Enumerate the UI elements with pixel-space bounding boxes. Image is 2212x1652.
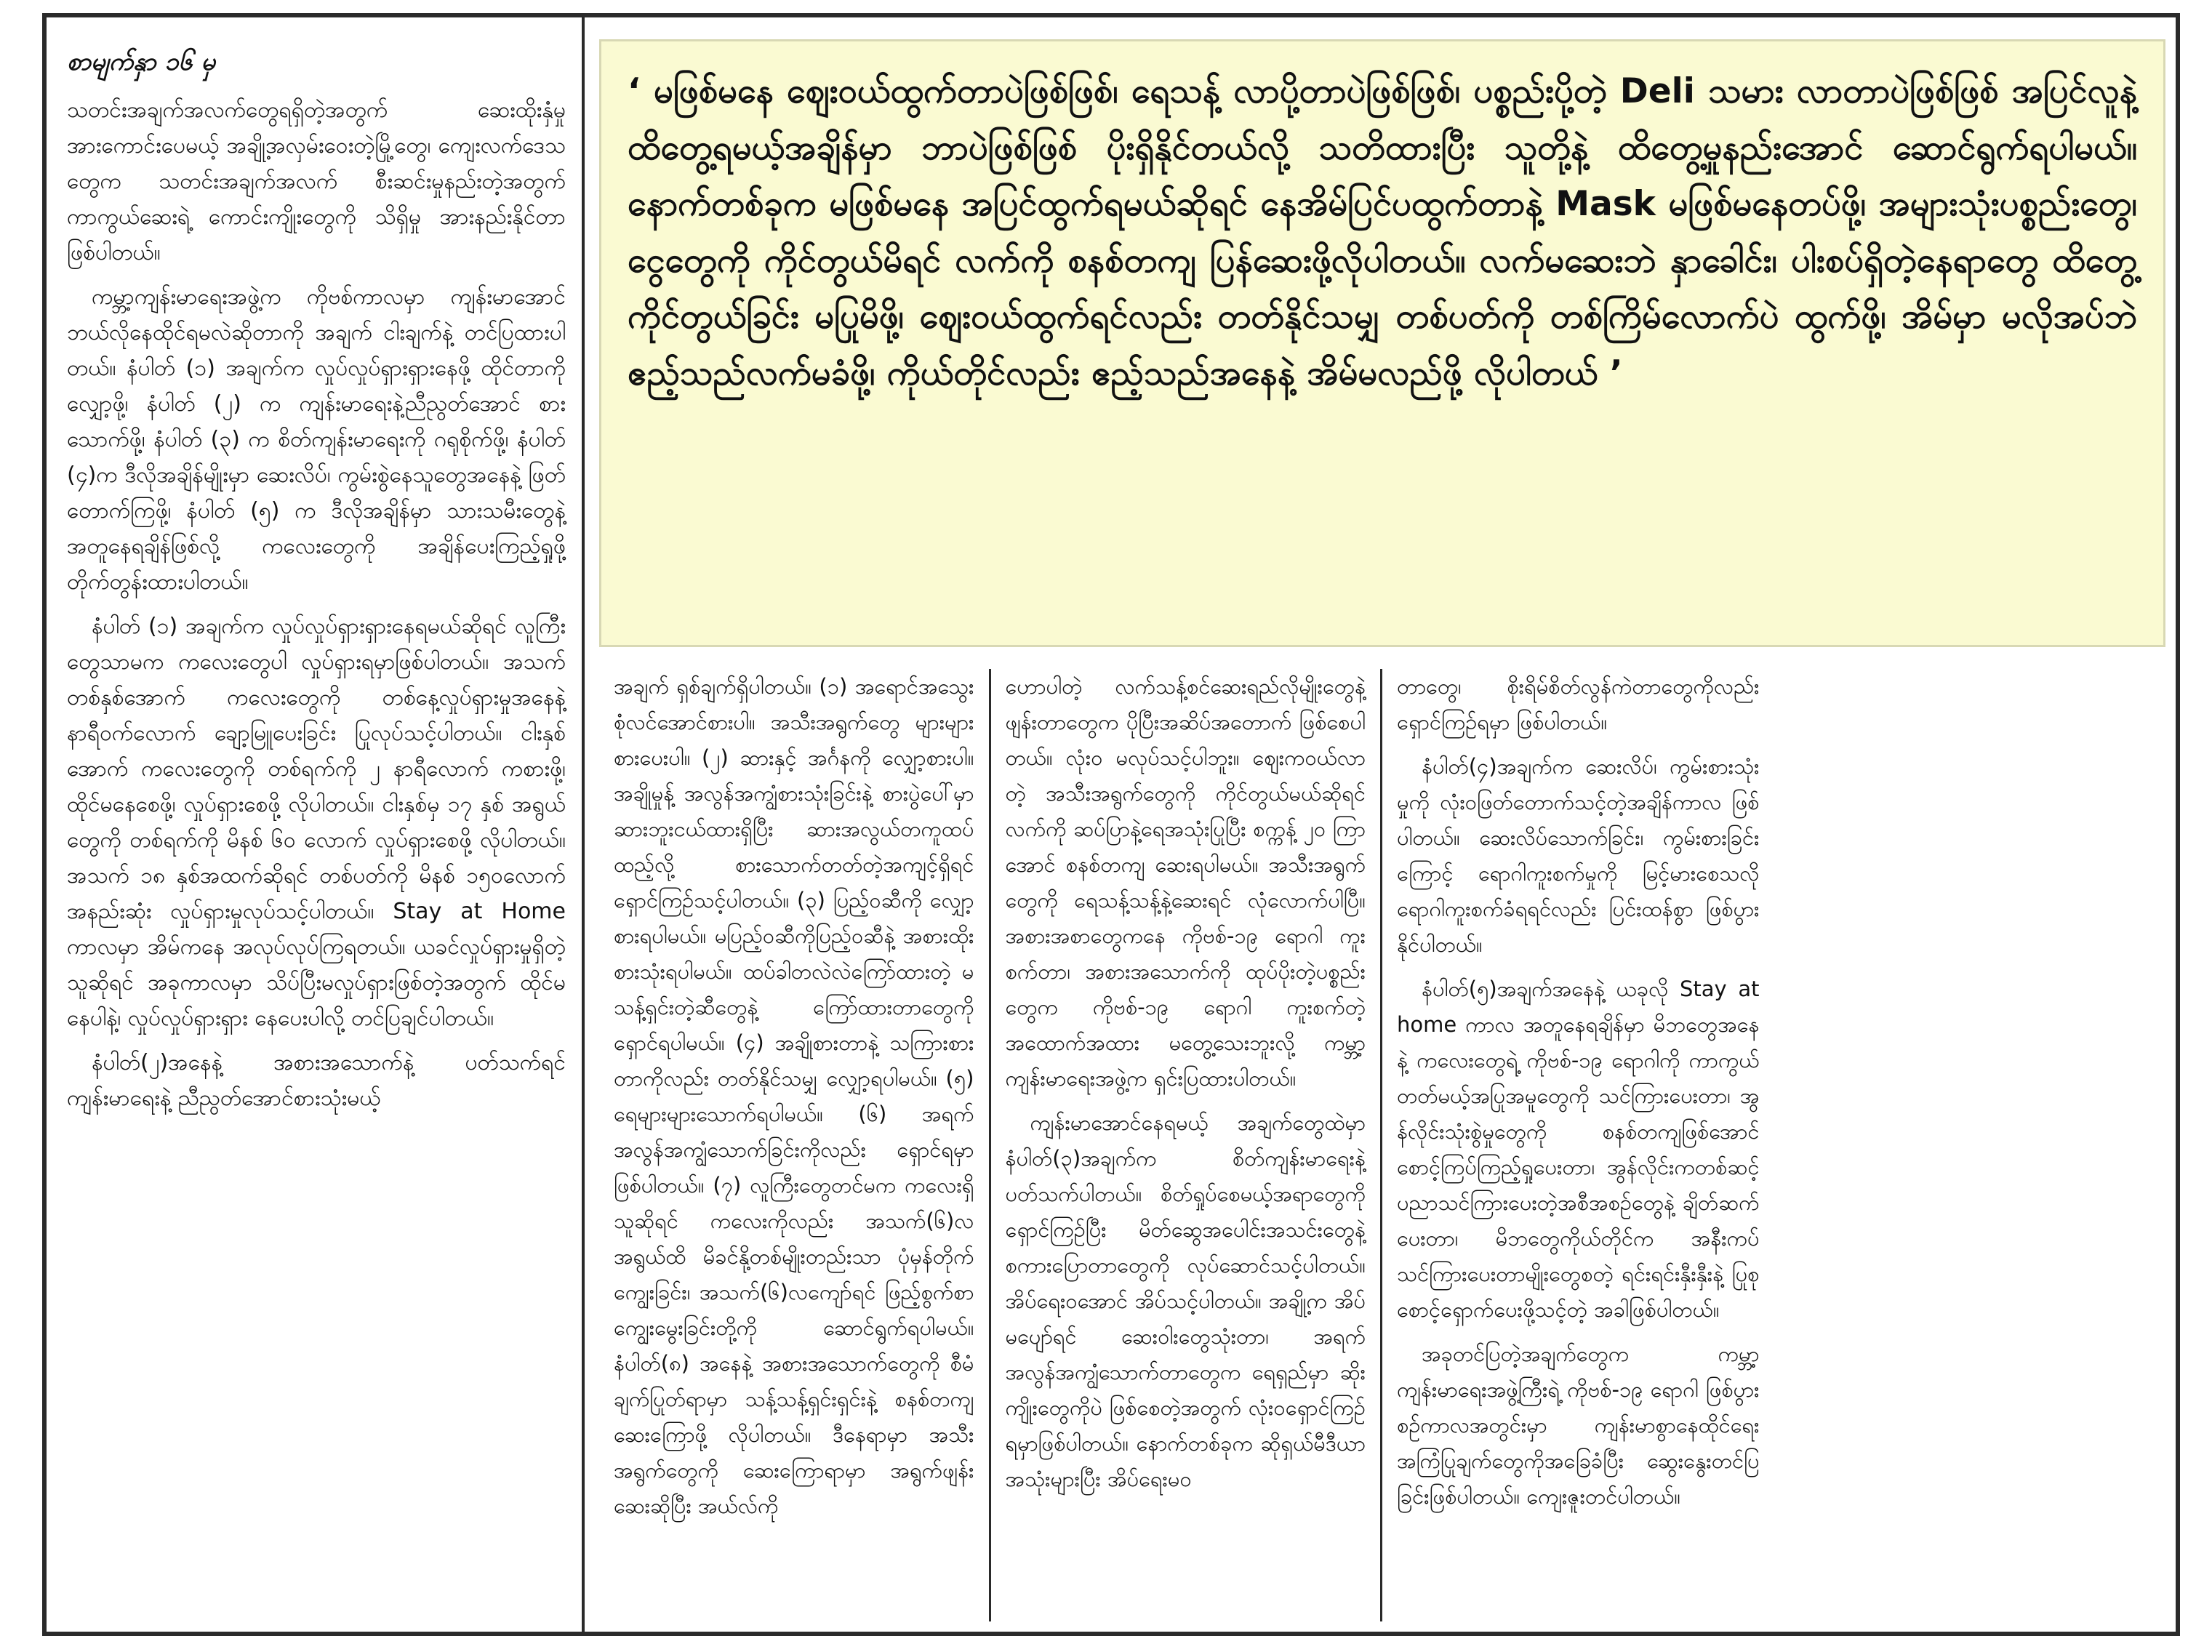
article-columns — [599, 669, 2165, 1621]
paragraph: ကမ္ဘာ့ကျန်းမာရေးအဖွဲ့က ကိုဗစ်ကာလမှာ ကျန်းမာအောင် ဘယ်လိုနေထိုင်ရမလဲဆိုတာကို အချက် ငါးချက်နဲ့ တင်ပြထားပါတယ်။ နံပါတ် (၁) အချက်က လှုပ်လှုပ်ရှားရှားနေဖို့ ထိုင်တာကိုလျှော့ဖို့၊ နံပါတ် (၂) က ကျန်းမာရေးနဲ့ညီညွတ်အောင် စားသောက်ဖို့၊ နံပါတ် (၃) က စိတ်ကျန်းမာရေးကို ဂရုစိုက်ဖို့၊ နံပါတ် (၄)က ဒီလိုအချိန်မျိုးမှာ ဆေးလိပ်၊ ကွမ်းစွဲနေသူတွေအနေနဲ့ ဖြတ်တောက်ကြဖို့၊ နံပါတ် (၅) က ဒီလိုအချိန်မှာ သားသမီးတွေနဲ့ အတူနေရချိန်ဖြစ်လို့ ကလေးတွေကို အချိန်ပေးကြည့်ရှုဖို့ တိုက်တွန်းထားပါတယ်။ — [67, 284, 566, 595]
paragraph: အချက် ရှစ်ချက်ရှိပါတယ်။ (၁) အရောင်အသွေးစုံလင်အောင်စားပါ။ အသီးအရွက်တွေ များများစားပေးပါ။ (၂) ဆားနှင့် အင်္ဂနကို လျှော့စားပါ။ အချိုမှုန့် အလွန်အကျွံစားသုံးခြင်းနဲ့ စားပွဲပေါ်မှာ ဆားဘူးငယ်ထားရှိပြီး ဆားအလွယ်တကူထပ်ထည့်လို့ စားသောက်တတ်တဲ့အကျင့်ရှိရင် ရှောင်ကြဉ်သင့်ပါတယ်။ (၃) ပြည့်ဝဆီကို လျှော့စားရပါမယ်။ မပြည့်ဝဆီကိုပြည့်ဝဆီနဲ့ အစားထိုးစားသုံးရပါမယ်။ ထပ်ခါတလဲလဲကြော်ထားတဲ့ မသန့်ရှင်းတဲ့ဆီတွေနဲ့ ကြော်ထားတာတွေကို ရှောင်ရပါမယ်။ (၄) အချိုစားတာနဲ့ သကြားစားတာကိုလည်း တတ်နိုင်သမျှ လျှော့ရပါမယ်။ (၅) ရေများများသောက်ရပါမယ်။ (၆) အရက်အလွန်အကျွံသောက်ခြင်းကိုလည်း ရှောင်ရမှာဖြစ်ပါတယ်။ (၇) လူကြီးတွေတင်မက ကလေးရှိသူဆိုရင် ကလေးကိုလည်း အသက်(၆)လအရွယ်ထိ မိခင်နို့တစ်မျိုးတည်းသာ ပုံမှန်တိုက်ကျွေးခြင်း၊ အသက်(၆)လကျော်ရင် ဖြည့်စွက်စာ ကျွေးမွေးခြင်းတို့ကို ဆောင်ရွက်ရပါမယ်။ နံပါတ်(၈) အနေနဲ့ အစားအသောက်တွေကို စီမံချက်ပြုတ်ရာမှာ သန့်သန့်ရှင်းရှင်းနဲ့ စနစ်တကျ ဆေးကြောဖို့ လိုပါတယ်။ ဒီနေရာမှာ အသီးအရွက်တွေကို ဆေးကြောရာမှာ အရွက်ဖျန်းဆေးဆိုပြီး အယ်လ်ကို — [614, 674, 974, 1518]
paragraph: အခုတင်ပြတဲ့အချက်တွေက ကမ္ဘာ့ကျန်းမာရေးအဖွဲ့ကြီးရဲ့ ကိုဗစ်-၁၉ ရောဂါ ဖြစ်ပွားစဉ်ကာလအတွင်းမှာ ကျန်းမာစွာနေထိုင်ရေး အကြံပြုချက်တွေကိုအခြေခံပြီး ဆွေးနွေးတင်ပြခြင်းဖြစ်ပါတယ်။ ကျေးဇူးတင်ပါတယ်။ — [1397, 1342, 1760, 1509]
paragraph: နံပါတ်(၅)အချက်အနေနဲ့ ယခုလို Stay at home ကာလ အတူနေရချိန်မှာ မိဘတွေအနေနဲ့ ကလေးတွေရဲ့ ကိုဗစ်-၁၉ ရောဂါကို ကာကွယ်တတ်မယ့်အပြုအမူတွေကို သင်ကြားပေးတာ၊ အွန်လိုင်းသုံးစွဲမှုတွေကို စနစ်တကျဖြစ်အောင် စောင့်ကြပ်ကြည့်ရှုပေးတာ၊ အွန်လိုင်းကတစ်ဆင့် ပညာသင်ကြားပေးတဲ့အစီအစဉ်တွေနဲ့ ချိတ်ဆက်ပေးတာ၊ မိဘတွေကိုယ်တိုင်က အနီးကပ်သင်ကြားပေးတာမျိုးတွေစတဲ့ ရင်းရင်းနှီးနှီးနဲ့ ပြုစုစောင့်ရှောက်ပေးဖို့သင့်တဲ့ အခါဖြစ်ပါတယ်။ — [1397, 977, 1760, 1322]
paragraph: နံပါတ်(၄)အချက်က ဆေးလိပ်၊ ကွမ်းစားသုံးမှုကို လုံးဝဖြတ်တောက်သင့်တဲ့အချိန်ကာလ ဖြစ်ပါတယ်။ ဆေးလိပ်သောက်ခြင်း၊ ကွမ်းစားခြင်းကြောင့် ရောဂါကူးစက်မှုကို မြင့်မားစေသလို ရောဂါကူးစက်ခံရရင်လည်း ပြင်းထန်စွာ ဖြစ်ပွားနိုင်ပါတယ်။ — [1397, 754, 1760, 957]
pull-quote-text: ‘ မဖြစ်မနေ ဈေးဝယ်ထွက်တာပဲဖြစ်ဖြစ်၊ ရေသန့် လာပို့တာပဲဖြစ်ဖြစ်၊ ပစ္စည်းပို့တဲ့ Deli သမား လာတာပဲဖြစ်ဖြစ် အပြင်လူနဲ့ထိတွေ့ရမယ့်အချိန်မှာ ဘာပဲဖြစ်ဖြစ် ပိုးရှိနိုင်တယ်လို့ သတိထားပြီး သူတို့နဲ့ ထိတွေ့မှုနည်းအောင် ဆောင်ရွက်ရပါမယ်။ နောက်တစ်ခုက မဖြစ်မနေ အပြင်ထွက်ရမယ်ဆိုရင် နေအိမ်ပြင်ပထွက်တာနဲ့ Mask မဖြစ်မနေတပ်ဖို့၊ အများသုံးပစ္စည်းတွေ၊ ငွေတွေကို ကိုင်တွယ်မိရင် လက်ကို စနစ်တကျ ပြန်ဆေးဖို့လိုပါတယ်။ လက်မဆေးဘဲ နှာခေါင်း၊ ပါးစပ်ရှိတဲ့နေရာတွေ ထိတွေ့ကိုင်တွယ်ခြင်း မပြုမိဖို့၊ ဈေးဝယ်ထွက်ရင်လည်း တတ်နိုင်သမျှ တစ်ပတ်ကို တစ်ကြိမ်လောက်ပဲ ထွက်ဖို့၊ အိမ်မှာ မလိုအပ်ဘဲ ဧည့်သည်လက်မခံဖို့၊ ကိုယ်တိုင်လည်း ဧည့်သည်အနေနဲ့ အိမ်မလည်ဖို့ လိုပါတယ် ’ — [628, 71, 2137, 393]
paragraph: သတင်းအချက်အလက်တွေရရှိတဲ့အတွက် ဆေးထိုးနှံမှု အားကောင်းပေမယ့် အချို့အလှမ်းဝေးတဲ့မြို့တွေ၊ ကျေးလက်ဒေသတွေက သတင်းအချက်အလက် စီးဆင်းမှုနည်းတဲ့အတွက် ကာကွယ်ဆေးရဲ့ ကောင်းကျိုးတွေကို သိရှိမှု အားနည်းနိုင်တာ ဖြစ်ပါတယ်။ — [67, 97, 566, 265]
paragraph: ဟောပါတဲ့ လက်သန့်စင်ဆေးရည်လိုမျိုးတွေနဲ့ ဖျန်းတာတွေက ပိုပြီးအဆိပ်အတောက် ဖြစ်စေပါတယ်။ လုံးဝ မလုပ်သင့်ပါဘူး။ ဈေးကဝယ်လာတဲ့ အသီးအရွက်တွေကို ကိုင်တွယ်မယ်ဆိုရင် လက်ကို ဆပ်ပြာနဲ့ရေအသုံးပြုပြီး စက္ကန့် ၂၀ ကြာအောင် စနစ်တကျ ဆေးရပါမယ်။ အသီးအရွက်တွေကို ရေသန့်သန့်နဲ့ဆေးရင် လုံလောက်ပါပြီ။ အစားအစာတွေကနေ ကိုဗစ်-၁၉ ရောဂါ ကူးစက်တာ၊ အစားအသောက်ကို ထုပ်ပိုးတဲ့ပစ္စည်းတွေက ကိုဗစ်-၁၉ ရောဂါ ကူးစက်တဲ့ အထောက်အထား မတွေ့သေးဘူးလို့ ကမ္ဘာ့ကျန်းမာရေးအဖွဲ့က ရှင်းပြထားပါတယ်။ — [1005, 674, 1366, 1091]
paragraph: နံပါတ်(၂)အနေနဲ့ အစားအသောက်နဲ့ ပတ်သက်ရင် ကျန်းမာရေးနဲ့ ညီညွတ်အောင်စားသုံးမယ့် — [67, 1050, 566, 1111]
article-column-1 — [599, 669, 991, 1621]
article-column-3 — [1382, 669, 1774, 1621]
newspaper-page — [42, 13, 2180, 1636]
article-column-2 — [991, 669, 1383, 1621]
paragraph: ကျန်းမာအောင်နေရမယ့် အချက်တွေထဲမှာ နံပါတ်(၃)အချက်က စိတ်ကျန်းမာရေးနဲ့ပတ်သက်ပါတယ်။ စိတ်ရှုပ်စေမယ့်အရာတွေကို ရှောင်ကြဉ်ပြီး မိတ်ဆွေအပေါင်းအသင်းတွေနဲ့ စကားပြောတာတွေကို လုပ်ဆောင်သင့်ပါတယ်။ အိပ်ရေးဝအောင် အိပ်သင့်ပါတယ်။ အချို့က အိပ်မပျော်ရင် ဆေးဝါးတွေသုံးတာ၊ အရက်အလွန်အကျွံသောက်တာတွေက ရေရှည်မှာ ဆိုးကျိုးတွေကိုပဲ ဖြစ်စေတဲ့အတွက် လုံးဝရှောင်ကြဉ်ရမှာဖြစ်ပါတယ်။ နောက်တစ်ခုက ဆိုရှယ်မီဒီယာအသုံးများပြီး အိပ်ရေးမဝ — [1005, 1110, 1366, 1491]
paragraph: နံပါတ် (၁) အချက်က လှုပ်လှုပ်ရှားရှားနေရမယ်ဆိုရင် လူကြီးတွေသာမက ကလေးတွေပါ လှုပ်ရှားရမှာဖြစ်ပါတယ်။ အသက်တစ်နှစ်အောက် ကလေးတွေကို တစ်နေ့လှုပ်ရှားမှုအနေနဲ့ နာရီဝက်လောက် ချော့မြူပေးခြင်း ပြုလုပ်သင့်ပါတယ်။ ငါးနှစ်အောက် ကလေးတွေကို တစ်ရက်ကို ၂ နာရီလောက် ကစားဖို့၊ ထိုင်မနေစေဖို့၊ လှုပ်ရှားစေဖို့ လိုပါတယ်။ ငါးနှစ်မှ ၁၇ နှစ် အရွယ်တွေကို တစ်ရက်ကို မိနစ် ၆၀ လောက် လှုပ်ရှားစေဖို့ လိုပါတယ်။ အသက် ၁၈ နှစ်အထက်ဆိုရင် တစ်ပတ်ကို မိနစ် ၁၅၀လောက်အနည်းဆုံး လှုပ်ရှားမှုလုပ်သင့်ပါတယ်။ Stay at Home ကာလမှာ အိမ်ကနေ အလုပ်လုပ်ကြရတယ်။ ယခင်လှုပ်ရှားမှုရှိတဲ့သူဆိုရင် အခုကာလမှာ သိပ်ပြီးမလှုပ်ရှားဖြစ်တဲ့အတွက် ထိုင်မနေပါနဲ့၊ လှုပ်လှုပ်ရှားရှား နေပေးပါလို့ တင်ပြချင်ပါတယ်။ — [67, 614, 566, 1031]
page-reference: စာမျက်နှာ ၁၆ မှ — [67, 47, 216, 76]
left-column — [47, 17, 585, 1632]
pull-quote-box — [599, 39, 2165, 647]
paragraph: တာတွေ၊ စိုးရိမ်စိတ်လွန်ကဲတာတွေကိုလည်း ရှောင်ကြဉ်ရမှာ ဖြစ်ပါတယ်။ — [1397, 674, 1760, 734]
